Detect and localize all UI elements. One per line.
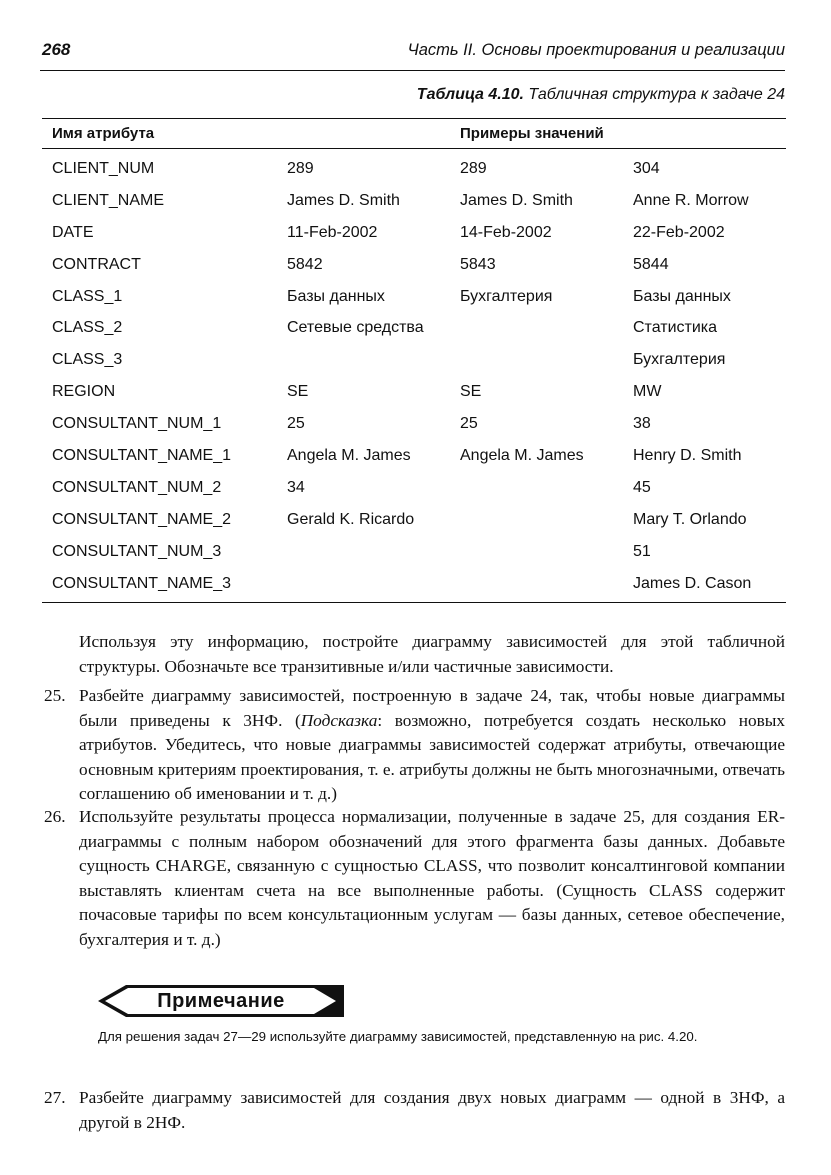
column-header-attribute: Имя атрибута	[42, 119, 277, 149]
task-25	[44, 684, 785, 807]
table-row	[42, 312, 786, 344]
task-number: 25.	[44, 686, 66, 705]
attribute-name-cell: CLIENT_NAME	[52, 191, 165, 209]
running-header	[40, 38, 785, 71]
part-title: Часть II. Основы проектирования и реализации	[407, 41, 785, 59]
example-value-1: Angela M. James	[287, 446, 411, 464]
page-number: 268	[42, 40, 71, 59]
example-value-2	[450, 536, 623, 568]
example-value-3: Бухгалтерия	[633, 351, 726, 369]
example-value-1: 289	[287, 159, 314, 177]
attribute-name-cell: CLASS_1	[52, 287, 123, 305]
attribute-name-cell: CONTRACT	[52, 255, 141, 273]
table-row	[42, 149, 786, 185]
table-row	[42, 344, 786, 376]
table-row	[42, 376, 786, 408]
example-value-1: Gerald K. Ricardo	[287, 510, 415, 528]
example-value-3: Henry D. Smith	[633, 446, 742, 464]
example-value-3: Anne R. Morrow	[633, 191, 749, 209]
example-value-1: 5842	[287, 255, 323, 273]
example-value-1: SE	[287, 383, 309, 401]
column-header-examples: Примеры значений	[450, 119, 786, 149]
attribute-name-cell: CONSULTANT_NUM_2	[52, 478, 222, 496]
table-row	[42, 217, 786, 249]
example-value-3: Статистика	[633, 319, 718, 337]
attribute-name-cell: CLASS_2	[52, 319, 123, 337]
example-value-3: 5844	[633, 255, 669, 273]
table-row	[42, 281, 786, 313]
attribute-name-cell: CLIENT_NUM	[52, 159, 155, 177]
table-caption-label: Таблица 4.10.	[416, 86, 524, 103]
column-header-spacer	[277, 119, 450, 149]
example-value-2: 5843	[460, 255, 496, 273]
example-value-2: Angela M. James	[460, 446, 584, 464]
attribute-name-cell: CONSULTANT_NAME_2	[52, 510, 231, 528]
example-value-3: 51	[633, 542, 651, 560]
example-value-1	[277, 344, 450, 376]
example-value-1: 25	[287, 415, 305, 433]
table-row	[42, 440, 786, 472]
attribute-name-cell: CONSULTANT_NAME_3	[42, 568, 277, 603]
attribute-name-cell: REGION	[52, 383, 116, 401]
attribute-name-cell: CONSULTANT_NUM_1	[52, 415, 222, 433]
note-banner	[98, 985, 344, 1017]
example-value-1: James D. Smith	[287, 191, 400, 209]
example-value-3: 38	[633, 415, 651, 433]
attribute-table	[42, 118, 786, 603]
attribute-name-cell: DATE	[52, 223, 94, 241]
task-number: 27.	[44, 1088, 66, 1107]
example-value-1: 11-Feb-2002	[287, 223, 378, 241]
table-row	[42, 408, 786, 440]
task-text-part: Разбейте диаграмму зависимостей, построенную в задаче 24, так, чтобы новые диаграммы были приведены к 3НФ. (	[79, 686, 785, 730]
table-caption	[417, 86, 785, 104]
example-value-1: Сетевые средства	[287, 319, 424, 337]
example-value-1: Базы данных	[287, 287, 385, 305]
table-row	[42, 536, 786, 568]
example-value-2: 289	[460, 159, 487, 177]
table-row	[42, 249, 786, 281]
task-number: 26.	[44, 807, 66, 826]
example-value-2	[450, 312, 623, 344]
task-text: Используйте результаты процесса нормализации, полученные в задаче 25, для создания ER-диаграммы с полным набором обозначений для этого фрагмента базы данных. Добавьте сущность CHARGE, связанную с сущностью CLASS, что позволит консалтинговой компании выставлять клиентам счета на все выполненные работы. (Сущность CLASS содержит почасовые тарифы по всем консультационным услугам — базы данных, сетевое обеспечение, бухгалтерия и т. д.)	[79, 807, 785, 949]
hint-word: Подсказка	[300, 710, 378, 730]
table-caption-text: Табличная структура к задаче 24	[528, 86, 785, 103]
example-value-2: SE	[460, 383, 482, 401]
example-value-3: MW	[633, 383, 662, 401]
note-text: Для решения задач 27—29 используйте диаграмму зависимостей, представленную на рис. 4.20.	[98, 1029, 698, 1044]
task-26	[44, 805, 785, 952]
example-value-3: James D. Cason	[623, 568, 786, 603]
task-27	[44, 1086, 785, 1135]
attribute-name-cell: CLASS_3	[52, 351, 123, 369]
example-value-3: 22-Feb-2002	[633, 223, 725, 241]
note-label: Примечание	[157, 990, 285, 1012]
example-value-1: 34	[287, 478, 305, 496]
task-text: Разбейте диаграмму зависимостей для создания двух новых диаграмм — одной в 3НФ, а другой в 2НФ.	[79, 1088, 785, 1132]
example-value-2	[450, 568, 623, 603]
example-value-1	[277, 536, 450, 568]
example-value-2: James D. Smith	[460, 191, 573, 209]
table-row	[42, 568, 786, 603]
example-value-2: Бухгалтерия	[460, 287, 553, 305]
example-value-3: 45	[633, 478, 651, 496]
example-value-2: 14-Feb-2002	[460, 223, 552, 241]
table-body	[42, 149, 786, 603]
example-value-3: Базы данных	[633, 287, 731, 305]
example-value-3: 304	[633, 159, 660, 177]
table-row	[42, 504, 786, 536]
example-value-1	[277, 568, 450, 603]
example-value-2	[450, 504, 623, 536]
table-row	[42, 185, 786, 217]
table-header-row	[42, 119, 786, 149]
example-value-2	[450, 344, 623, 376]
table-row	[42, 472, 786, 504]
attribute-name-cell: CONSULTANT_NAME_1	[52, 446, 231, 464]
example-value-3: Mary T. Orlando	[633, 510, 747, 528]
intro-paragraph: Используя эту информацию, постройте диаграмму зависимостей для этой табличной структуры. Обозначьте все транзитивные и/или частичные зависимости.	[79, 632, 785, 676]
task-text-part: : возможно, потребуется создать несколько новых атрибутов. Убедитесь, что новые диаграммы зависимостей содержат атрибуты, отвечающие основным критериям проектирования, т. е. атрибуты должны не быть многозначными, отвечать соглашению об именовании и т. д.)	[79, 710, 785, 803]
example-value-2	[450, 472, 623, 504]
attribute-name-cell: CONSULTANT_NUM_3	[52, 542, 222, 560]
example-value-2: 25	[460, 415, 478, 433]
